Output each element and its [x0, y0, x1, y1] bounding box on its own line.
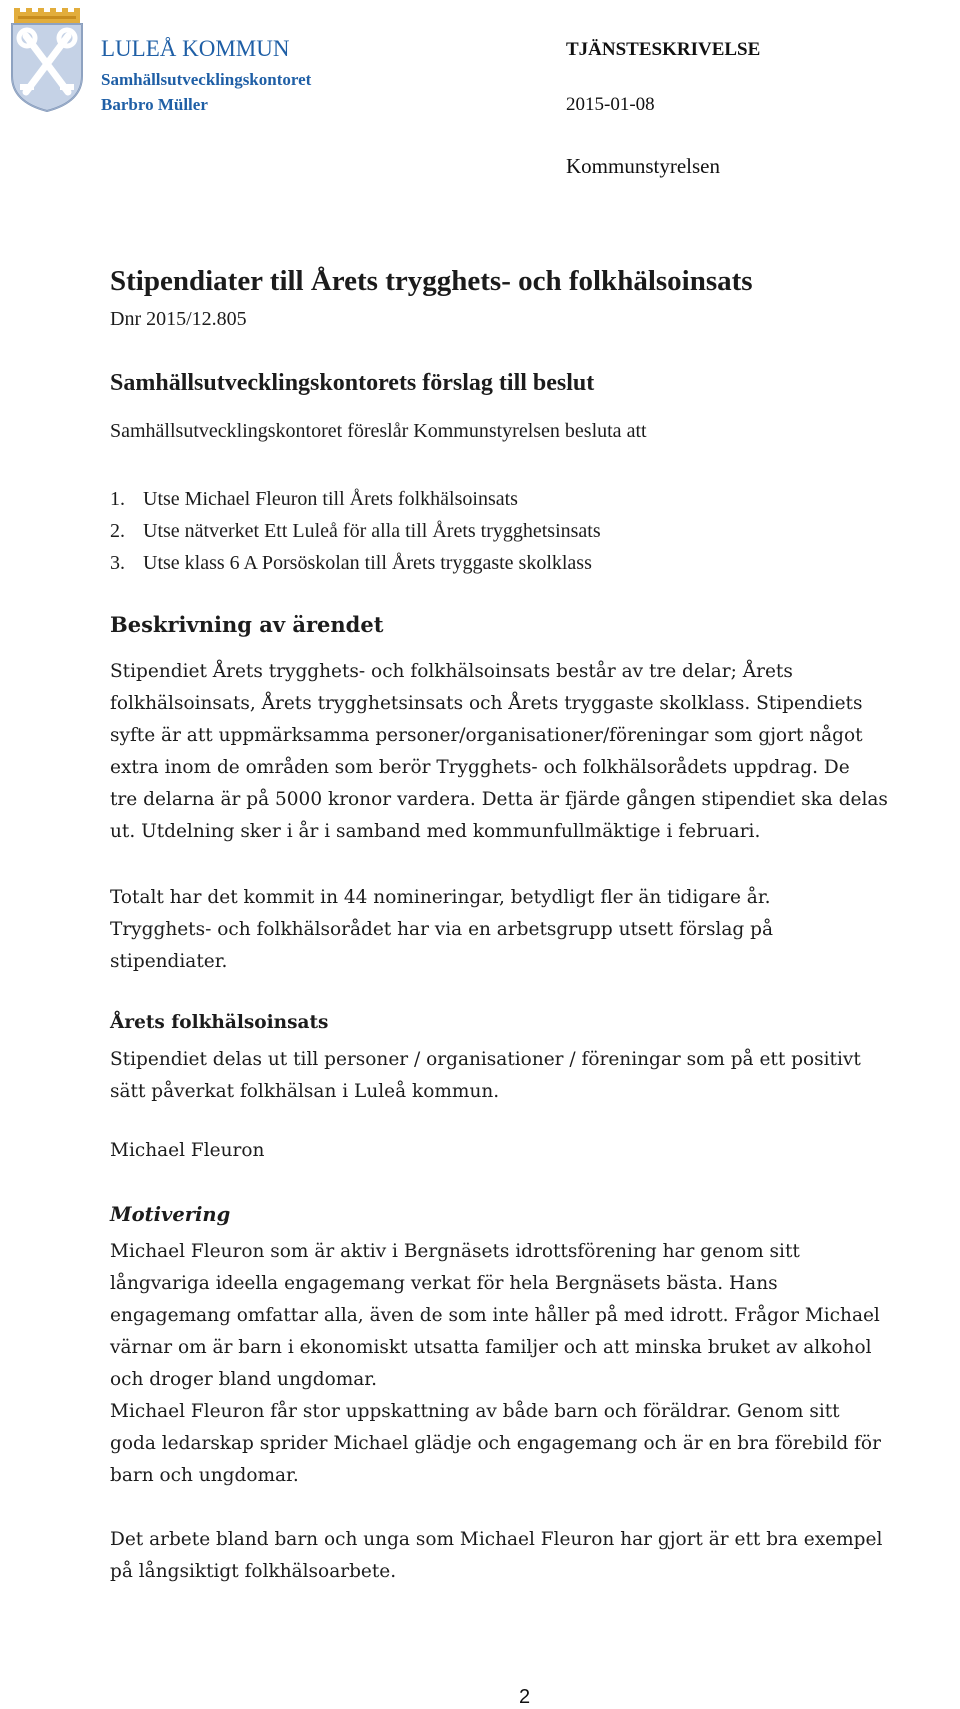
list-item — [110, 483, 601, 515]
text-line: på långsiktigt folkhälsoarbete. — [110, 1561, 397, 1582]
text-line: Totalt har det kommit in 44 nomineringar, betydligt fler än tidigare år. — [110, 887, 771, 908]
text-line: extra inom de områden som berör Trygghets- och folkhälsorådets uppdrag. De — [110, 757, 850, 778]
text-line: syfte är att uppmärksamma personer/organisationer/föreningar som gjort något — [110, 725, 863, 746]
list-item-number: 2. — [110, 520, 125, 542]
list-item-number: 1. — [110, 488, 125, 510]
list-item — [110, 547, 601, 579]
text-line: Stipendiet delas ut till personer / organisationer / föreningar som på ett positivt — [110, 1049, 861, 1070]
text-line: barn och ungdomar. — [110, 1465, 299, 1486]
text-line: och droger bland ungdomar. — [110, 1369, 377, 1390]
text-line: Michael Fleuron som är aktiv i Bergnäsets idrottsförening har genom sitt — [110, 1241, 800, 1262]
text-line: engagemang omfattar alla, även de som inte håller på med idrott. Frågor Michael — [110, 1305, 880, 1326]
page-title: Stipendiater till Årets trygghets- och folkhälsoinsats — [110, 265, 753, 297]
proposal-list — [110, 483, 601, 579]
proposal-intro: Samhällsutvecklingskontoret föreslår Kommunstyrelsen besluta att — [110, 420, 647, 442]
motivation-heading: Motivering — [110, 1203, 231, 1226]
author-name: Barbro Müller — [101, 95, 208, 114]
closing-paragraph — [110, 1524, 960, 1588]
list-item-number: 3. — [110, 552, 125, 574]
recipient: Kommunstyrelsen — [566, 154, 720, 178]
text-line: värnar om är barn i ekonomiskt utsatta familjer och att minska bruket av alkohol — [110, 1337, 872, 1358]
list-item-text: Utse klass 6 A Porsöskolan till Årets tryggaste skolklass — [143, 552, 592, 574]
folkhalsa-paragraph — [110, 1044, 960, 1108]
list-item — [110, 515, 601, 547]
text-line: ut. Utdelning sker i år i samband med kommunfullmäktige i februari. — [110, 821, 761, 842]
proposal-heading: Samhällsutvecklingskontorets förslag till beslut — [110, 370, 595, 396]
list-item-text: Utse Michael Fleuron till Årets folkhälsoinsats — [143, 488, 518, 510]
page-number: 2 — [519, 1686, 531, 1708]
document-type: TJÄNSTESKRIVELSE — [566, 39, 761, 60]
org-department: Samhällsutvecklingskontoret — [101, 70, 312, 89]
text-line: goda ledarskap sprider Michael glädje och engagemang och är en bra förebild för — [110, 1433, 881, 1454]
folkhalsa-heading: Årets folkhälsoinsats — [110, 1012, 329, 1033]
description-heading: Beskrivning av ärendet — [110, 612, 384, 637]
text-line: Stipendiet Årets trygghets- och folkhälsoinsats består av tre delar; Årets — [110, 661, 793, 682]
text-line: folkhälsoinsats, Årets trygghetsinsats och Årets tryggaste skolklass. Stipendiets — [110, 693, 863, 714]
motivation-paragraph — [110, 1236, 960, 1492]
lulea-coat-of-arms-icon — [8, 4, 86, 114]
text-line: Michael Fleuron får stor uppskattning av både barn och föräldrar. Genom sitt — [110, 1401, 840, 1422]
text-line: stipendiater. — [110, 951, 228, 972]
document-date: 2015-01-08 — [566, 94, 655, 115]
list-item-text: Utse nätverket Ett Luleå för alla till Årets trygghetsinsats — [143, 520, 601, 542]
org-name: LULEÅ KOMMUN — [101, 36, 290, 61]
text-line: tre delarna är på 5000 kronor vardera. Detta är fjärde gången stipendiet ska delas — [110, 789, 888, 810]
description-paragraph — [110, 656, 960, 848]
text-line: långvariga ideella engagemang verkat för hela Bergnäsets bästa. Hans — [110, 1273, 778, 1294]
text-line: Det arbete bland barn och unga som Michael Fleuron har gjort är ett bra exempel — [110, 1529, 883, 1550]
nominations-paragraph — [110, 882, 960, 978]
text-line: Trygghets- och folkhälsorådet har via en arbetsgrupp utsett förslag på — [110, 919, 773, 940]
text-line: sätt påverkat folkhälsan i Luleå kommun. — [110, 1081, 500, 1102]
nominee-name: Michael Fleuron — [110, 1140, 265, 1161]
diary-number: Dnr 2015/12.805 — [110, 308, 247, 330]
